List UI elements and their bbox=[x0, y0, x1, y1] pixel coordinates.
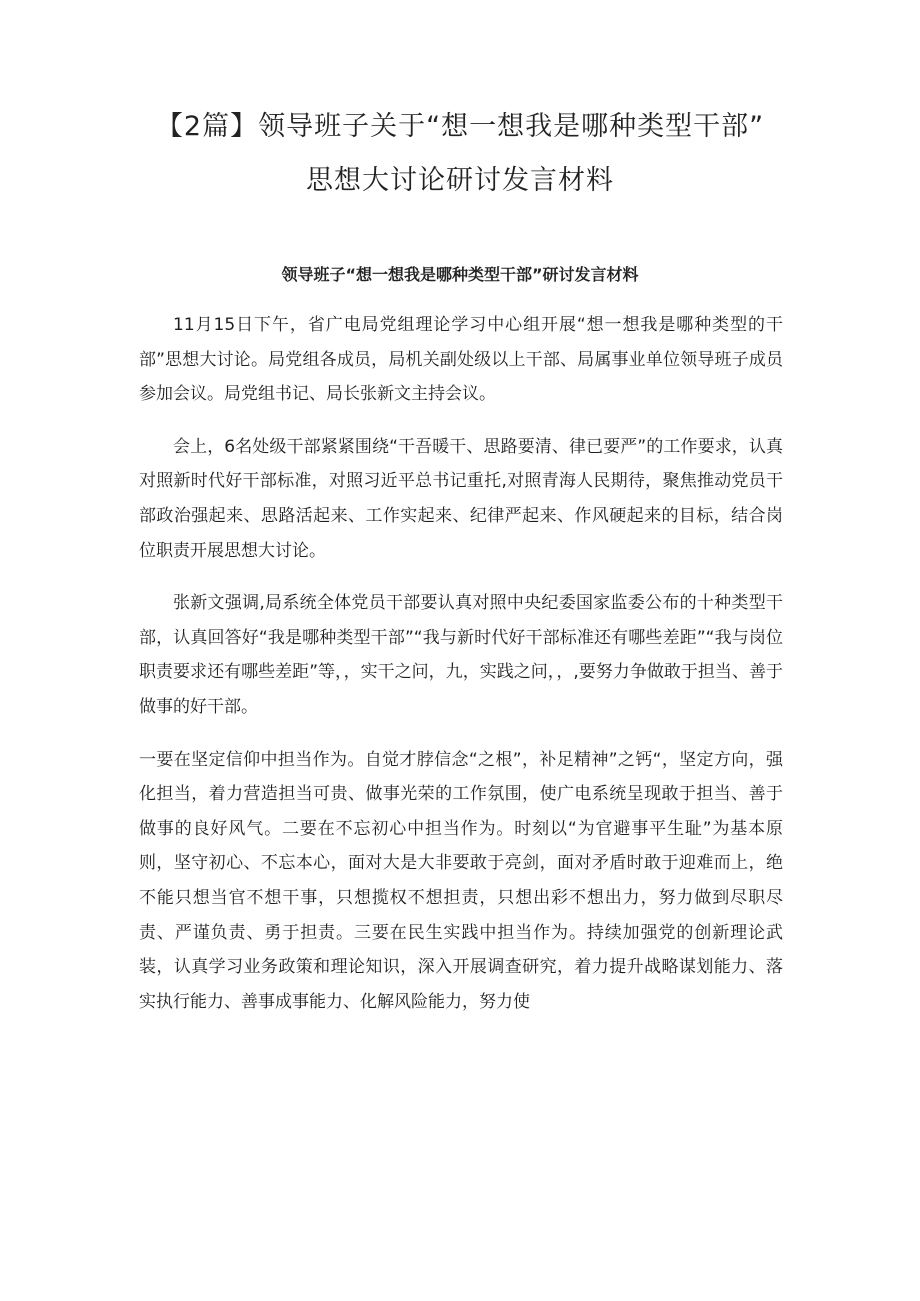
document-title-line-1: 【2篇】领导班子关于“想一想我是哪种类型干部” bbox=[155, 111, 765, 142]
paragraph: 11月15日下午，省广电局党组理论学习中心组开展“想一想我是哪种类型的干部”思想大讨论。局党组各成员，局机关副处级以上干部、局属事业单位领导班子成员参加会议。局党组书记、局长张新文主持会议。 bbox=[139, 315, 783, 405]
document-subtitle: 领导班子“想一想我是哪种类型干部”研讨发言材料 bbox=[281, 265, 639, 284]
document-body bbox=[139, 308, 783, 1019]
paragraph: 会上，6名处级干部紧紧围绕“干吾暖干、思路要清、律已要严”的工作要求，认真对照新时代好干部标准，对照习近平总书记重托,对照青海人民期待，聚焦推动党员干部政治强起来、思路活起来、工作实起来、纪律严起来、作风硬起来的目标，结合岗位职责开展思想大讨论。 bbox=[139, 436, 783, 561]
document-title-line-2: 思想大讨论研讨发言材料 bbox=[306, 165, 614, 196]
paragraph: 一要在坚定信仰中担当作为。自觉才脖信念“之根”，补足精神”之钙“，坚定方向，强化担当，着力营造担当可贵、做事光荣的工作氛围，使广电系统呈现敢于担当、善于做事的良好风气。二要在不忘初心中担当作为。时刻以“为官避事平生耻”为基本原则，坚守初心、不忘本心，面对大是大非要敢于亮剑，面对矛盾时敢于迎难而上，绝不能只想当官不想干事，只想揽权不想担责，只想出彩不想出力，努力做到尽职尽责、严谨负责、勇于担责。三要在民生实践中担当作为。持续加强党的创新理论武装，认真学习业务政策和理论知识，深入开展调查研究，着力提升战略谋划能力、落实执行能力、善事成事能力、化解风险能力，努力使 bbox=[139, 749, 783, 1012]
paragraph: 张新文强调,局系统全体党员干部要认真对照中央纪委国家监委公布的十种类型干部，认真回答好“我是哪种类型干部”“我与新时代好干部标准还有哪些差距”“我与岗位职责要求还有哪些差距”等，，实干之问，九，实践之问，，,要努力争做敢于担当、善于做事的好干部。 bbox=[139, 593, 783, 717]
